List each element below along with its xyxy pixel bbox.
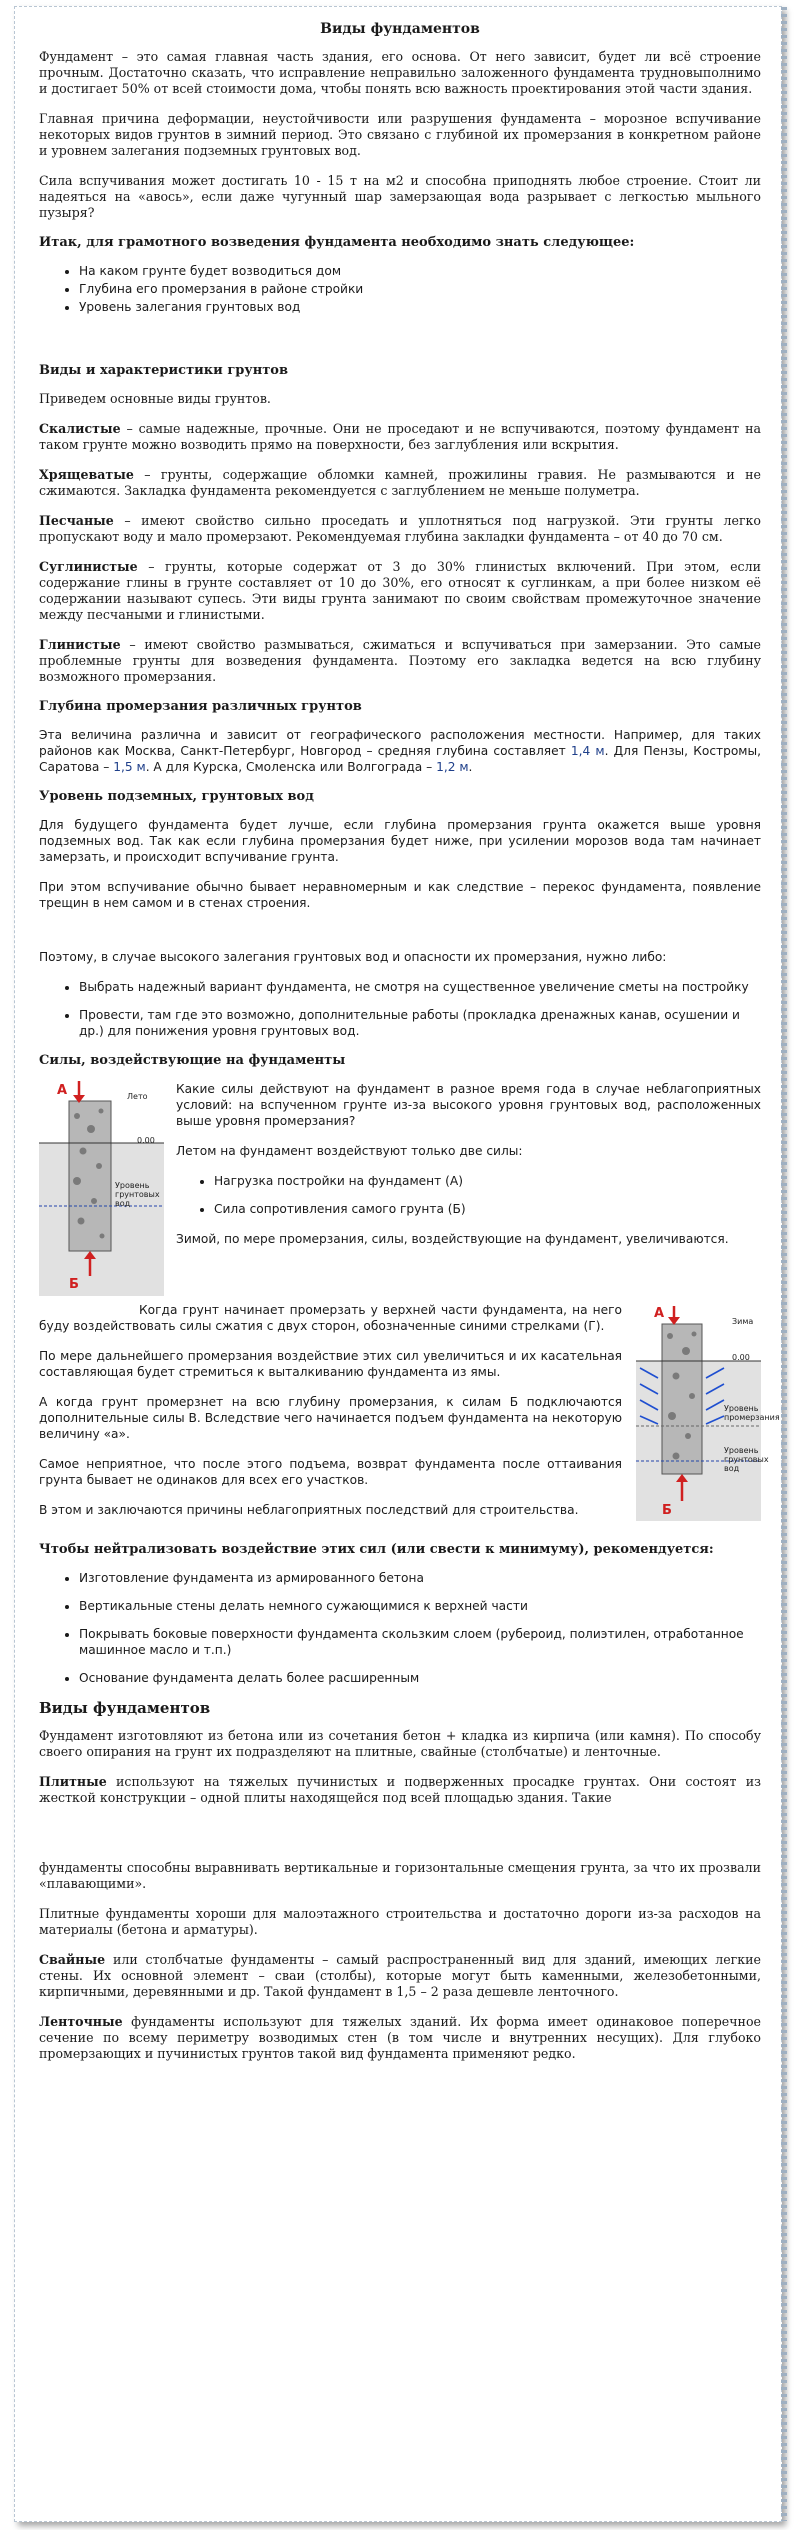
document-content bbox=[39, 21, 780, 2076]
water-level-label: Уровень грунтовых вод bbox=[724, 1446, 769, 1473]
water-paragraph: При этом вспучивание обычно бывает неравномерным и как следствие – перекос фундамента, появление трещин в нем самом и в стенах строения. bbox=[39, 880, 761, 910]
forces-paragraph: В этом и заключаются причины неблагоприятных последствий для строительства. bbox=[39, 1503, 579, 1517]
plate-paragraph: Плитные фундаменты хороши для малоэтажного строительства и достаточно дороги из-за расходов на материалы (бетона и арматуры). bbox=[39, 1906, 761, 1937]
torn-edge bbox=[781, 7, 787, 2521]
document-sheet bbox=[14, 6, 782, 2522]
strip-paragraph bbox=[39, 2014, 761, 2062]
forces-paragraph: Зимой, по мере промерзания, силы, воздействующие на фундамент, увеличиваются. bbox=[176, 1232, 729, 1246]
type-text: используют на тяжелых пучинистых и подверженных просадке грунтах. Они состоят из жесткой конструкции – одной плиты находящейся под всей площадью здания. Такие bbox=[39, 1774, 761, 1805]
soil-rocky bbox=[39, 421, 761, 453]
page-title: Виды фундаментов bbox=[320, 21, 480, 37]
depth-value: 1,4 м bbox=[570, 744, 605, 758]
soil-clay bbox=[39, 637, 761, 685]
type-name: Свайные bbox=[39, 1952, 106, 1967]
soil-name: Хрящеватые bbox=[39, 467, 134, 482]
soil-loam bbox=[39, 559, 761, 623]
water-list bbox=[39, 979, 761, 1039]
list-item: • Покрывать боковые поверхности фундамента скользким слоем (рубероид, полиэтилен, отработанное машинное масло и т.п.) bbox=[79, 1626, 761, 1658]
list-item: • Вертикальные стены делать немного сужающимися к верхней части bbox=[79, 1598, 761, 1614]
list-item: • На каком грунте будет возводиться дом bbox=[79, 263, 761, 279]
depth-text: . Для Пензы, Костромы, Саратова – bbox=[39, 744, 761, 774]
depth-value: 1,2 м bbox=[436, 760, 469, 774]
soil-text: – грунты, содержащие обломки камней, прожилины гравия. Не размываются и не сжимаются. Закладка фундамента рекомендуется с заглублением не меньше полуметра. bbox=[39, 467, 761, 498]
soil-sand bbox=[39, 513, 761, 545]
force-a-label: А bbox=[57, 1083, 68, 1098]
depth-heading: Глубина промерзания различных грунтов bbox=[39, 699, 362, 714]
water-level-label: Уровень грунтовых вод bbox=[115, 1181, 160, 1208]
plate-paragraph bbox=[39, 1774, 761, 1806]
type-text: фундаменты используют для тяжелых зданий. Их форма имеет одинаковое поперечное сечение по всему периметру возводимых стен (в том числе и внутренних несущих). Для глубоко промерзающих и пучинистых грунтов такой вид фундамента применяют редко. bbox=[39, 2014, 761, 2061]
type-name: Ленточные bbox=[39, 2014, 123, 2029]
depth-paragraph bbox=[39, 727, 761, 775]
soil-text: – самые надежные, прочные. Они не проседают и не вспучиваются, поэтому фундамент на таком грунте можно возводить прямо на поверхности, без заглубления или вскрытия. bbox=[39, 421, 761, 452]
soil-name: Песчаные bbox=[39, 513, 114, 528]
soil-text: – грунты, которые содержат от 3 до 30% глинистых включений. При этом, если содержание глины в грунте составляет от 10 до 30%, его относят к суглинкам, а при более низком её содержании называют супесь. Эти виды грунта занимают по своим свойствам промежуточное значение между песчаными и глинистыми. bbox=[39, 559, 761, 622]
soil-text: – имеют свойство размываться, сжиматься и вспучиваться при замерзании. Это самые проблемные грунты для возведения фундамента. Поэтому его закладка ведется на всю глубину возможного промерзания. bbox=[39, 637, 761, 684]
forces-paragraph: Какие силы действуют на фундамент в разное время года в случае неблагоприятных условий: на вспученном грунте из-за высокого уровня грунтовых вод, расположенных выше уровня промерзания? bbox=[176, 1082, 761, 1128]
list-item: • Основание фундамента делать более расширенным bbox=[79, 1670, 761, 1686]
soils-intro: Приведем основные виды грунтов. bbox=[39, 391, 271, 406]
forces-paragraph: А когда грунт промерзнет на всю глубину промерзания, к силам Б подключаются дополнительные силы В. Вследствие чего начинается подъем фундамента на некоторую величину «а». bbox=[39, 1395, 622, 1441]
depth-text: . bbox=[468, 760, 473, 774]
pile-paragraph bbox=[39, 1952, 761, 2000]
neutralize-heading: Чтобы нейтрализовать воздействие этих сил (или свести к минимуму), рекомендуется: bbox=[39, 1542, 714, 1557]
plate-continuation: фундаменты способны выравнивать вертикальные и горизонтальные смещения грунта, за что их прозвали «плавающими». bbox=[39, 1860, 761, 1891]
know-list bbox=[39, 263, 761, 315]
soil-gravel bbox=[39, 467, 761, 499]
soil-name: Суглинистые bbox=[39, 559, 138, 574]
list-item: • Уровень залегания грунтовых вод bbox=[79, 299, 761, 315]
forces-heading: Силы, воздействующие на фундаменты bbox=[39, 1053, 346, 1068]
list-item: • Сила сопротивления самого грунта (Б) bbox=[214, 1201, 761, 1217]
season-label: Лето bbox=[127, 1092, 148, 1101]
water-paragraph: Поэтому, в случае высокого залегания грунтовых вод и опасности их промерзания, нужно либо: bbox=[39, 950, 667, 964]
ground-level-label: 0.00 bbox=[732, 1353, 750, 1362]
soil-name: Скалистые bbox=[39, 421, 121, 436]
list-item: • Провести, там где это возможно, дополнительные работы (прокладка дренажных канав, осушении и др.) для понижения уровня грунтовых вод. bbox=[79, 1007, 761, 1039]
forces-paragraph: Летом на фундамент воздействуют только две силы: bbox=[176, 1144, 523, 1158]
types-heading: Виды фундаментов bbox=[39, 1699, 211, 1717]
soil-text: – имеют свойство сильно проседать и уплотняться под нагрузкой. Эти грунты легко пропускают воду и мало промерзают. Рекомендуемая глубина закладки фундамента – от 40 до 70 см. bbox=[39, 513, 761, 544]
depth-value: 1,5 м bbox=[113, 760, 146, 774]
intro-paragraph: Главная причина деформации, неустойчивости или разрушения фундамента – морозное вспучивание некоторых видов грунтов в зимний период. Это связано с глубиной их промерзания в конкретном районе и уровнем залегания подземных грунтовых вод. bbox=[39, 111, 761, 158]
list-item: • Выбрать надежный вариант фундамента, не смотря на существенное увеличение сметы на постройку bbox=[79, 979, 761, 995]
neutralize-list bbox=[39, 1570, 761, 1686]
forces-paragraph: По мере дальнейшего промерзания воздействие этих сил увеличиться и их касательная составляющая будет стремиться к выталкиванию фундамента из ямы. bbox=[39, 1349, 622, 1379]
list-item: • Изготовление фундамента из армированного бетона bbox=[79, 1570, 761, 1586]
summer-diagram bbox=[39, 1081, 164, 1296]
depth-text: Эта величина различна и зависит от географического расположения местности. Например, для таких районов как Москва, Санкт-Петербург, Новгород – средняя глубина составляет bbox=[39, 728, 761, 758]
forces-paragraph: Самое неприятное, что после этого подъема, возврат фундамента после оттаивания грунта бывает не одинаков для всех его участков. bbox=[39, 1457, 622, 1487]
force-b-label: Б bbox=[69, 1277, 79, 1292]
freeze-level-label: Уровень промерзания bbox=[724, 1404, 780, 1422]
list-item: • Глубина его промерзания в районе стройки bbox=[79, 281, 761, 297]
force-b-label: Б bbox=[662, 1503, 672, 1518]
intro-paragraph: Сила вспучивания может достигать 10 - 15 т на м2 и способна приподнять любое строение. Стоит ли надеяться на «авось», если даже чугунный шар замерзающая вода разрывает с легкостью мыльного пузыря? bbox=[39, 173, 761, 220]
know-heading: Итак, для грамотного возведения фундамента необходимо знать следующее: bbox=[39, 235, 635, 250]
season-label: Зима bbox=[732, 1317, 754, 1326]
depth-text: . А для Курска, Смоленска или Волгограда – bbox=[145, 760, 437, 774]
ground-level-label: 0.00 bbox=[137, 1136, 155, 1145]
types-paragraph: Фундамент изготовляют из бетона или из сочетания бетон + кладка из кирпича (или камня). По способу своего опирания на грунт их подразделяют на плитные, свайные (столбчатые) и ленточные. bbox=[39, 1728, 761, 1759]
intro-paragraph: Фундамент – это самая главная часть здания, его основа. От него зависит, будет ли всё строение прочным. Достаточно сказать, что исправление неправильно заложенного фундамента трудновыполнимо и достигает 50% от всей стоимости дома, чтобы понять всю важность проектирования этой части здания. bbox=[39, 49, 761, 96]
water-heading: Уровень подземных, грунтовых вод bbox=[39, 789, 314, 804]
soil-name: Глинистые bbox=[39, 637, 121, 652]
soils-heading: Виды и характеристики грунтов bbox=[39, 363, 288, 378]
forces-paragraph: Когда грунт начинает промерзать у верхней части фундамента, на него буду воздействовать силы сжатия с двух сторон, обозначенные синими стрелками (Г). bbox=[39, 1303, 622, 1333]
type-name: Плитные bbox=[39, 1774, 107, 1789]
winter-diagram bbox=[636, 1306, 780, 1521]
list-item: • Нагрузка постройки на фундамент (А) bbox=[214, 1173, 761, 1189]
force-a-label: А bbox=[654, 1306, 665, 1321]
type-text: или столбчатые фундаменты – самый распространенный вид для зданий, имеющих легкие стены. Их основной элемент – сваи (столбы), которые могут быть каменными, железобетонными, кирпичными, деревянными и др. Такой фундамент в 1,5 – 2 раза дешевле ленточного. bbox=[39, 1952, 761, 1999]
water-paragraph: Для будущего фундамента будет лучше, если глубина промерзания грунта окажется выше уровня подземных вод. Так как если глубина промерзания будет ниже, при усилении морозов вода там начинает замерзать, и происходит вспучивание грунта. bbox=[39, 818, 761, 864]
